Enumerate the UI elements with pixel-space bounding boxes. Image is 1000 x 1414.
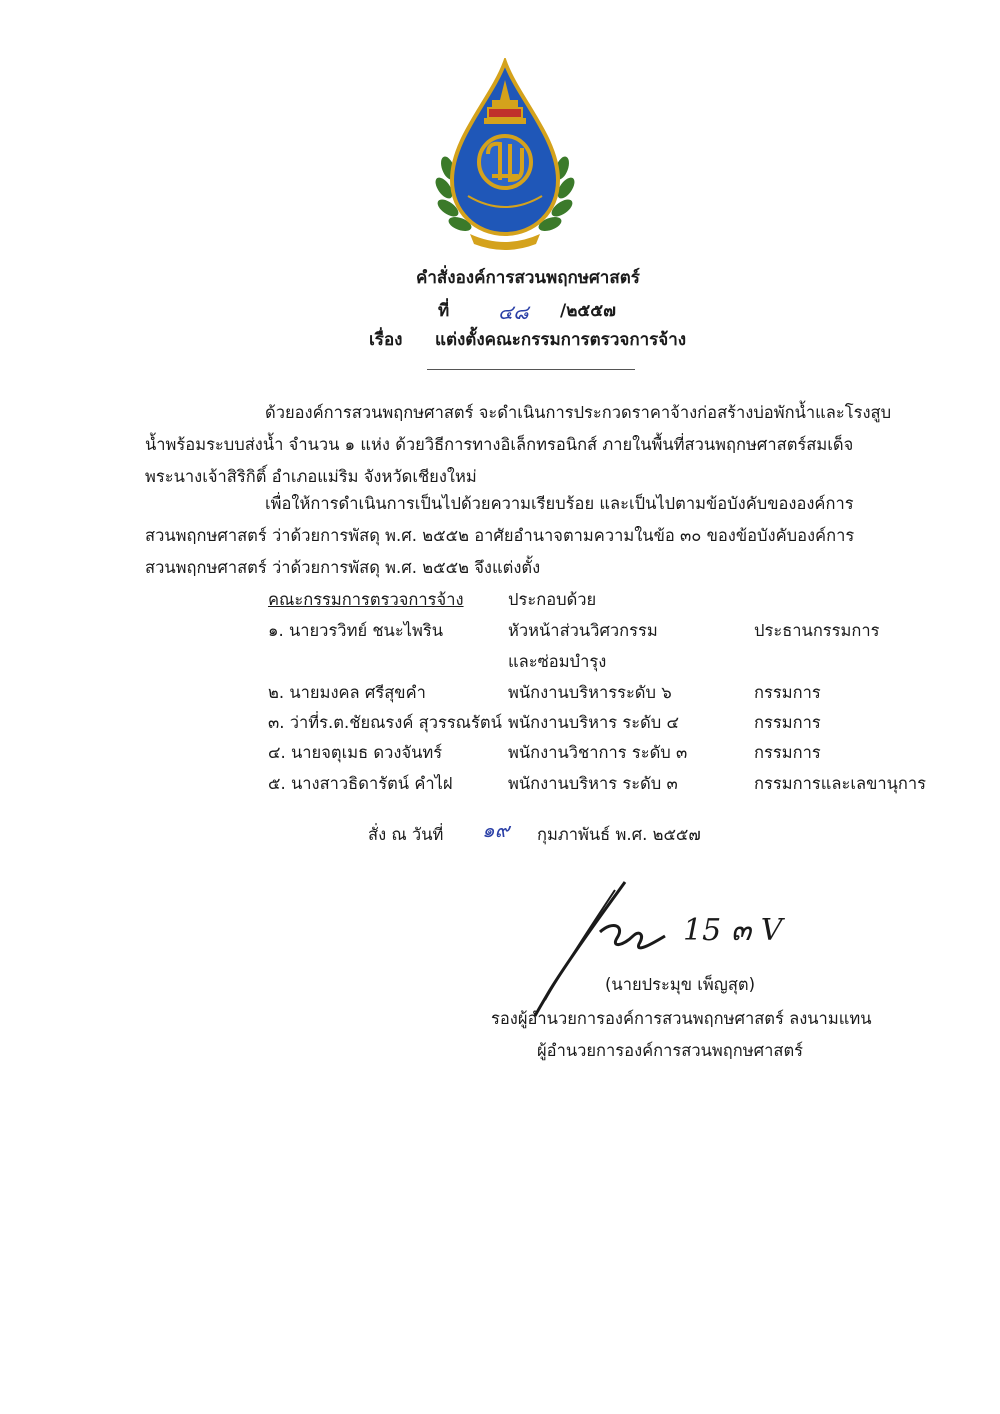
- member-position: พนักงานวิชาการ ระดับ ๓: [508, 743, 688, 762]
- committee-heading: คณะกรรมการตรวจการจ้าง: [268, 590, 464, 609]
- signer-title-line-1: รองผู้อำนวยการองค์การสวนพฤกษศาสตร์ ลงนามแทน: [491, 1009, 872, 1028]
- paragraph-line: ด้วยองค์การสวนพฤกษศาสตร์ จะดำเนินการประกวดราคาจ้างก่อสร้างบ่อพักน้ำและโรงสูบ: [265, 403, 892, 422]
- member-role: กรรมการ: [754, 743, 821, 762]
- member-position: หัวหน้าส่วนวิศวกรรม: [508, 621, 658, 640]
- member-role: ประธานกรรมการ: [754, 621, 880, 640]
- date-label: สั่ง ณ วันที่: [368, 825, 444, 844]
- member-position-cont: และซ่อมบำรุง: [508, 652, 607, 671]
- date-day-handwritten: ๑๙: [482, 818, 510, 842]
- member-position: พนักงานบริหาร ระดับ ๔: [508, 713, 679, 732]
- member-name: ๔. นายจตุเมธ ดวงจันทร์: [268, 743, 443, 762]
- member-name: ๕. นางสาวธิดารัตน์ คำไฝ: [268, 774, 453, 793]
- monogram-icon: [479, 136, 531, 188]
- order-number-label: ที่: [438, 301, 450, 321]
- ribbon-icon: [470, 234, 540, 250]
- paragraph-line: น้ำพร้อมระบบส่งน้ำ จำนวน ๑ แห่ง ด้วยวิธีการทางอิเล็กทรอนิกส์ ภายในพื้นที่สวนพฤกษศาสตร์สมเด็จ: [145, 435, 854, 454]
- signer-name: (นายประมุข เพ็ญสุต): [605, 975, 756, 994]
- header-divider: [427, 369, 635, 370]
- paragraph-line: สวนพฤกษศาสตร์ ว่าด้วยการพัสดุ พ.ศ. ๒๕๕๒ จึงแต่งตั้ง: [145, 558, 541, 577]
- paragraph-1: [145, 397, 917, 493]
- subject-text: แต่งตั้งคณะกรรมการตรวจการจ้าง: [435, 330, 687, 350]
- committee-composed-of: ประกอบด้วย: [508, 590, 597, 609]
- paragraph-line: เพื่อให้การดำเนินการเป็นไปด้วยความเรียบร้อย และเป็นไปตามข้อบังคับขององค์การ: [265, 494, 854, 513]
- organization-emblem-logo: [430, 58, 580, 258]
- subject-label: เรื่อง: [369, 330, 403, 350]
- member-role: กรรมการและเลขานุการ: [754, 774, 927, 793]
- signature-handwriting: 15 ๓ V: [683, 913, 783, 948]
- member-name: ๒. นายมงคล ศรีสุขคำ: [268, 683, 426, 702]
- order-number-suffix: /๒๕๕๗: [560, 301, 616, 321]
- order-title: คำสั่งองค์การสวนพฤกษศาสตร์: [416, 268, 640, 288]
- member-role: กรรมการ: [754, 683, 821, 702]
- paragraph-2: [145, 488, 917, 584]
- paragraph-line: สวนพฤกษศาสตร์ ว่าด้วยการพัสดุ พ.ศ. ๒๕๕๒ อาศัยอำนาจตามความในข้อ ๓๐ ของข้อบังคับองค์การ: [145, 526, 855, 545]
- member-name: ๑. นายวรวิทย์ ชนะไพริน: [268, 621, 444, 640]
- member-name: ๓. ว่าที่ร.ต.ชัยณรงค์ สุวรรณรัตน์: [268, 713, 502, 732]
- order-number-handwritten: ๔๘: [498, 300, 529, 324]
- signer-title-line-2: ผู้อำนวยการองค์การสวนพฤกษศาสตร์: [537, 1041, 804, 1060]
- date-rest: กุมภาพันธ์ พ.ศ. ๒๕๕๗: [537, 825, 701, 844]
- member-position: พนักงานบริหารระดับ ๖: [508, 683, 672, 702]
- member-role: กรรมการ: [754, 713, 821, 732]
- member-position: พนักงานบริหาร ระดับ ๓: [508, 774, 678, 793]
- paragraph-line: พระนางเจ้าสิริกิติ์ อำเภอแม่ริม จังหวัดเชียงใหม่: [145, 467, 477, 486]
